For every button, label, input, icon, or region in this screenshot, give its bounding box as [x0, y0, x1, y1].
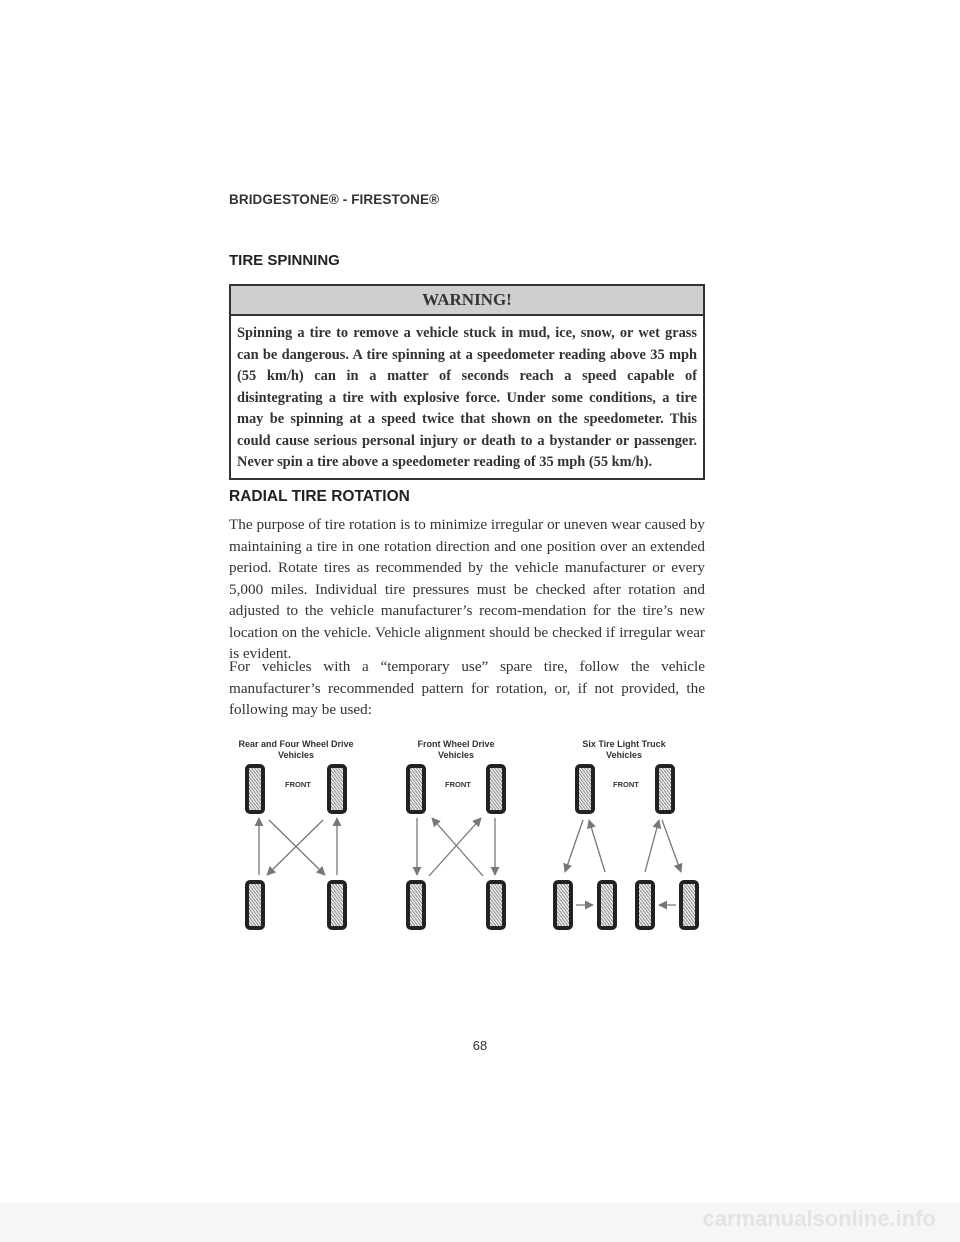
tire-rotation-diagrams	[229, 730, 709, 940]
arrow-icon	[645, 820, 659, 872]
tire-spinning-heading: TIRE SPINNING	[229, 252, 340, 269]
diagram-1-title-line2: Vehicles	[277, 750, 315, 760]
diagram-rear-four-wheel-drive	[238, 739, 353, 930]
radial-rotation-heading: RADIAL TIRE ROTATION	[229, 488, 410, 505]
rotation-paragraph-2: For vehicles with a “temporary use” spare tire, follow the vehicle manufacturer’s recommended pattern for rotation, or, if not provided, the following may be used:	[229, 658, 705, 718]
diagram-1-title-line1: Rear and Four Wheel Drive	[238, 739, 354, 749]
tire-icon	[245, 880, 265, 930]
tire-icon	[655, 764, 675, 814]
diagram-3-front-label: FRONT	[613, 780, 639, 789]
arrow-icon	[589, 820, 605, 872]
diagram-six-tire-light-truck	[553, 739, 699, 930]
tire-icon	[575, 764, 595, 814]
arrow-icon	[565, 820, 583, 872]
diagram-2-title-line2: Vehicles	[437, 750, 475, 760]
warning-box	[229, 284, 705, 480]
arrow-icon	[267, 820, 323, 875]
diagram-1-front-label: FRONT	[285, 780, 311, 789]
warning-text: Spinning a tire to remove a vehicle stuck in mud, ice, snow, or wet grass can be dangerous. A tire spinning at a speedometer reading above 35 mph (55 km/h) can in a matter of seconds reach a speed capable of disintegrating a tire with explosive force. Under some conditions, a tire may be spinning at a speed twice that shown on the speedometer. This could cause serious personal injury or death to a bystander or passenger. Never spin a tire above a speedometer reading of 35 mph (55 km/h).	[237, 325, 697, 470]
page-number: 68	[472, 1038, 488, 1053]
tire-icon	[327, 880, 347, 930]
brand-header: BRIDGESTONE® - FIRESTONE®	[229, 192, 440, 207]
footer-watermark: carmanualsonline.info	[702, 1206, 936, 1231]
tire-icon	[635, 880, 655, 930]
tire-icon	[553, 880, 573, 930]
tire-icon	[679, 880, 699, 930]
rotation-paragraph-1: The purpose of tire rotation is to minimize irregular or uneven wear caused by maintaining a tire in one rotation direction and one position over an extended period. Rotate tires as recommended by the vehicle manufacturer or every 5,000 miles. Individual tire pressures must be checked after rotation and adjusted to the vehicle manufacturer’s recom-mendation for the tire’s new location on the vehicle. Vehicle alignment should be checked if irregular wear is evident.	[229, 516, 705, 662]
arrow-icon	[432, 818, 483, 876]
diagram-front-wheel-drive	[406, 739, 506, 930]
tire-icon	[406, 764, 426, 814]
diagram-2-front-label: FRONT	[445, 780, 471, 789]
footer-bar	[0, 1203, 960, 1242]
arrow-icon	[429, 818, 481, 876]
warning-title: WARNING!	[231, 286, 703, 316]
arrow-icon	[662, 820, 681, 872]
tire-icon	[245, 764, 265, 814]
arrow-icon	[269, 820, 325, 875]
diagram-3-title-line1: Six Tire Light Truck	[582, 739, 666, 749]
tire-icon	[597, 880, 617, 930]
tire-icon	[486, 880, 506, 930]
tire-icon	[327, 764, 347, 814]
tire-icon	[406, 880, 426, 930]
diagram-3-title-line2: Vehicles	[605, 750, 643, 760]
tire-icon	[486, 764, 506, 814]
diagram-2-title-line1: Front Wheel Drive	[417, 739, 495, 749]
